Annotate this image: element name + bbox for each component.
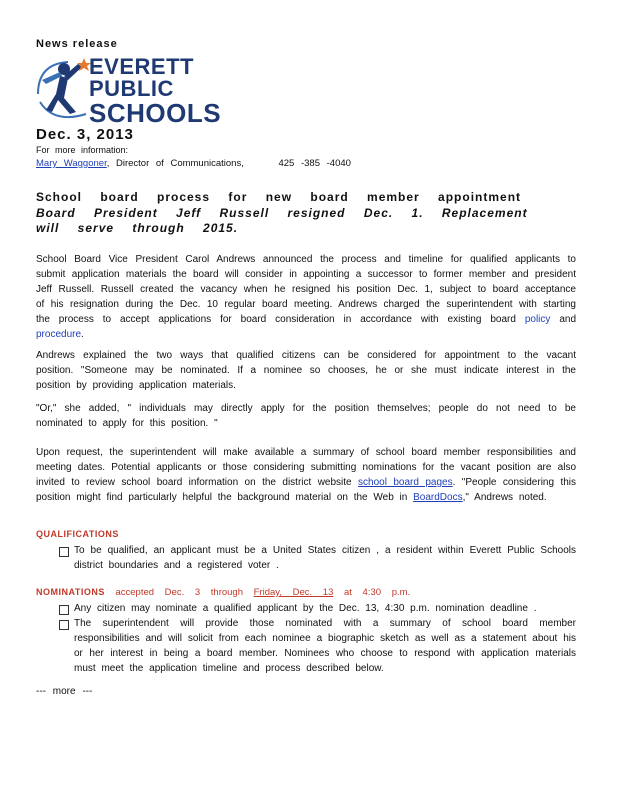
paragraph-4 xyxy=(36,445,576,505)
contact-title: , Director of Communications, xyxy=(106,158,244,169)
nominations-heading: NOMINATIONS xyxy=(36,587,105,597)
more-indicator: --- more --- xyxy=(36,686,93,697)
contact-line xyxy=(36,158,351,170)
qualifications-heading: QUALIFICATIONS xyxy=(36,529,119,539)
paragraph-4-mid: . "People considering this position might find particularly helpful the background material on the Web in xyxy=(36,477,577,503)
paragraph-1 xyxy=(36,252,576,342)
logo-wordmark xyxy=(89,56,221,126)
more-info-label: For more information: xyxy=(36,145,129,155)
logo-word-schools: SCHOOLS xyxy=(89,98,222,128)
paragraph-2: Andrews explained the two ways that qualified citizens can be considered for appointment to the vacant position. "Someone may be nominated. If a nominee so chooses, he or she must indicate interest in the position by providing application materials. xyxy=(36,350,576,391)
procedure-link[interactable]: procedure xyxy=(36,329,82,340)
nomination-item-1: Any citizen may nominate a qualified applicant by the Dec. 13, 4:30 p.m. nomination deadline . xyxy=(74,603,537,614)
bullet-icon xyxy=(59,620,69,630)
headline-title: School board process for new board member appointment xyxy=(36,190,522,204)
paragraph-1-and: and xyxy=(559,314,577,325)
logo-word-public: PUBLIC xyxy=(89,76,174,101)
paragraph-1-end: . xyxy=(81,329,84,340)
policy-link[interactable]: policy xyxy=(524,314,551,325)
contact-phone: 425 -385 -4040 xyxy=(278,158,351,169)
qualification-item: To be qualified, an applicant must be a United States citizen , a resident within Everett Public Schools district boundaries and a registered voter . xyxy=(74,545,576,571)
deadline-link[interactable]: Friday, Dec. 13 xyxy=(253,587,334,598)
paragraph-3: "Or," she added, " individuals may directly apply for the position themselves; people do not need to be nominated to apply for this position. " xyxy=(36,403,576,429)
logo-figure-icon xyxy=(34,54,94,124)
district-logo xyxy=(34,54,222,130)
paragraph-1-text: School Board Vice President Carol Andrews announced the process and timeline for qualified applicants to submit application materials the board will consider in appointing a successor to former member and president Jeff Russell. Russell created the vacancy when he resigned his position Dec. 1, subject to board acceptance of his resignation during the Dec. 10 regular board meeting. Andrews charged the superintendent with starting the process to accept applications for board consideration in accordance with existing board xyxy=(36,254,576,325)
contact-email-link[interactable]: Mary Waggoner xyxy=(36,158,107,169)
nominations-deadline-time: at 4:30 p.m. xyxy=(344,587,411,598)
nominations-period: accepted Dec. 3 through xyxy=(115,587,243,598)
paragraph-4-text: Upon request, the superintendent will make available a summary of school board member responsibilities and meeting dates. Potential applicants or those considering submitting nominations for the vacant position are also invited to review school board information on the district website xyxy=(36,447,576,488)
nomination-item-2: The superintendent will provide those nominated with a summary of school board member responsibilities and will solicit from each nominee a biographic sketch as well as a statement about his or her interest in being a board member. Nominees who choose to respond with application materials must meet the application timeline and process described below. xyxy=(74,618,576,674)
nominations-heading-line xyxy=(36,587,410,598)
news-release-label: News release xyxy=(36,38,118,50)
paragraph-4-end: ," Andrews noted. xyxy=(462,492,547,503)
headline-subtitle: Board President Jeff Russell resigned Dec. 1. Replacement will serve through 2015. xyxy=(36,206,528,235)
release-date: Dec. 3, 2013 xyxy=(36,126,134,143)
school-board-pages-link[interactable]: school board pages xyxy=(358,477,453,488)
logo-word-everett: EVERETT xyxy=(89,54,194,79)
boarddocs-link[interactable]: BoardDocs xyxy=(413,492,463,503)
bullet-icon xyxy=(59,547,69,557)
bullet-icon xyxy=(59,605,69,615)
